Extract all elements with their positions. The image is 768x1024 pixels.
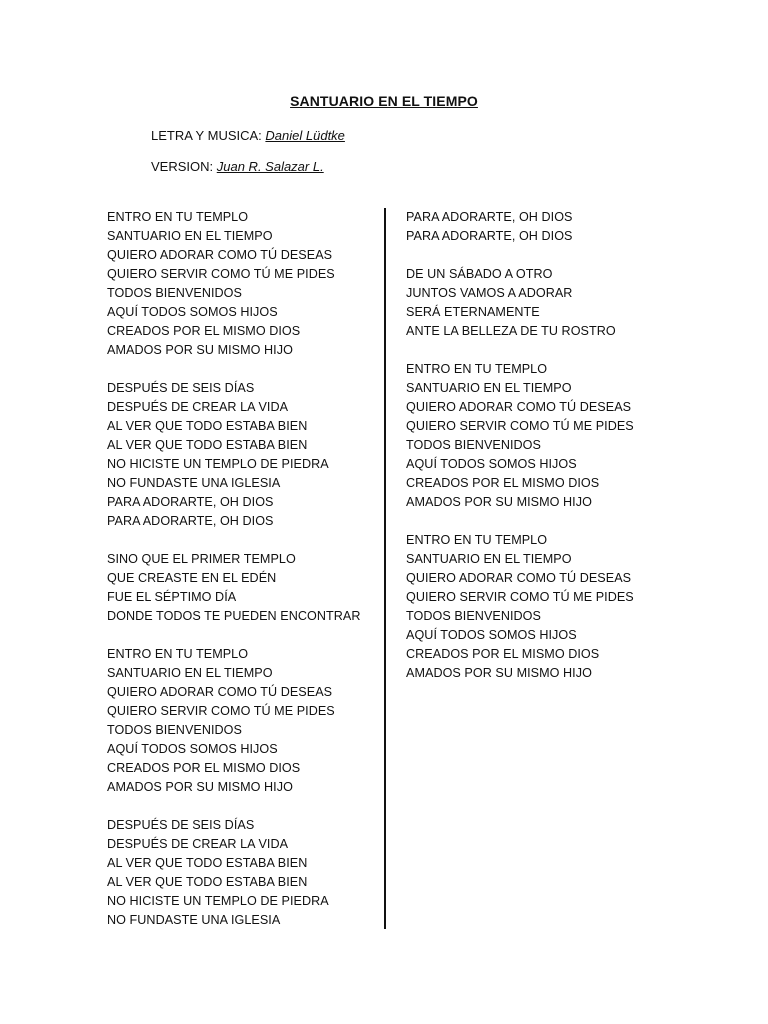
lyric-line: ENTRO EN TU TEMPLO <box>107 647 249 661</box>
stanza-spacer <box>406 512 706 531</box>
lyric-line: PARA ADORARTE, OH DIOS <box>107 495 274 509</box>
stanza-spacer <box>107 626 377 645</box>
lyric-line: QUIERO ADORAR COMO TÚ DESEAS <box>107 685 333 699</box>
lyric-line: QUIERO SERVIR COMO TÚ ME PIDES <box>107 704 335 718</box>
lyric-line: DESPUÉS DE SEIS DÍAS <box>107 818 255 832</box>
stanza <box>406 265 706 341</box>
stanza-spacer <box>107 531 377 550</box>
credits-version <box>151 158 324 176</box>
lyric-line: NO HICISTE UN TEMPLO DE PIEDRA <box>107 894 329 908</box>
lyric-line: NO FUNDASTE UNA IGLESIA <box>107 913 281 927</box>
stanza-spacer <box>107 360 377 379</box>
lyric-line: CREADOS POR EL MISMO DIOS <box>406 476 600 490</box>
lyric-line: TODOS BIENVENIDOS <box>107 286 242 300</box>
lyric-line: CREADOS POR EL MISMO DIOS <box>107 324 301 338</box>
lyrics-left-column <box>107 208 377 930</box>
lyric-line: AMADOS POR SU MISMO HIJO <box>406 666 592 680</box>
lyric-line: AL VER QUE TODO ESTABA BIEN <box>107 419 308 433</box>
stanza-spacer <box>406 341 706 360</box>
stanza <box>107 645 377 797</box>
lyric-line: QUIERO ADORAR COMO TÚ DESEAS <box>406 571 632 585</box>
lyric-line: DONDE TODOS TE PUEDEN ENCONTRAR <box>107 609 361 623</box>
lyric-line: CREADOS POR EL MISMO DIOS <box>107 761 301 775</box>
stanza-spacer <box>406 246 706 265</box>
lyric-line: QUIERO SERVIR COMO TÚ ME PIDES <box>406 419 634 433</box>
credits-version-label: VERSION: <box>151 159 214 174</box>
lyric-line: AL VER QUE TODO ESTABA BIEN <box>107 438 308 452</box>
lyric-line: SANTUARIO EN EL TIEMPO <box>406 552 572 566</box>
stanza <box>107 208 377 360</box>
lyric-line: AMADOS POR SU MISMO HIJO <box>406 495 592 509</box>
lyric-line: TODOS BIENVENIDOS <box>406 438 541 452</box>
credits-version-author: Juan R. Salazar L. <box>216 159 324 174</box>
lyric-line: NO FUNDASTE UNA IGLESIA <box>107 476 281 490</box>
lyric-line: QUIERO SERVIR COMO TÚ ME PIDES <box>107 267 335 281</box>
lyric-line: AQUÍ TODOS SOMOS HIJOS <box>406 628 577 642</box>
lyric-line: TODOS BIENVENIDOS <box>406 609 541 623</box>
lyric-line: AQUÍ TODOS SOMOS HIJOS <box>107 742 278 756</box>
lyric-line: DE UN SÁBADO A OTRO <box>406 267 553 281</box>
lyric-line: SINO QUE EL PRIMER TEMPLO <box>107 552 296 566</box>
stanza <box>406 360 706 512</box>
lyric-line: AQUÍ TODOS SOMOS HIJOS <box>107 305 278 319</box>
stanza <box>107 816 377 930</box>
lyric-line: ENTRO EN TU TEMPLO <box>107 210 249 224</box>
page-title: SANTUARIO EN EL TIEMPO <box>290 93 478 109</box>
lyric-line: SANTUARIO EN EL TIEMPO <box>107 229 273 243</box>
lyric-line: QUE CREASTE EN EL EDÉN <box>107 571 277 585</box>
stanza-spacer <box>107 797 377 816</box>
lyric-line: PARA ADORARTE, OH DIOS <box>406 229 573 243</box>
column-divider <box>384 208 386 929</box>
credits-lyrics-label: LETRA Y MUSICA: <box>151 128 262 143</box>
stanza <box>406 531 706 683</box>
lyric-line: ANTE LA BELLEZA DE TU ROSTRO <box>406 324 616 338</box>
credits-lyrics-music <box>151 127 345 145</box>
credits-lyrics-author: Daniel Lüdtke <box>265 128 345 143</box>
lyric-line: AL VER QUE TODO ESTABA BIEN <box>107 875 308 889</box>
stanza <box>107 550 377 626</box>
stanza <box>406 208 706 246</box>
lyrics-right-column <box>406 208 706 683</box>
lyric-line: DESPUÉS DE SEIS DÍAS <box>107 381 255 395</box>
lyric-line: ENTRO EN TU TEMPLO <box>406 533 548 547</box>
lyric-line: FUE EL SÉPTIMO DÍA <box>107 590 237 604</box>
lyric-line: AQUÍ TODOS SOMOS HIJOS <box>406 457 577 471</box>
lyric-line: SERÁ ETERNAMENTE <box>406 305 540 319</box>
lyric-line: NO HICISTE UN TEMPLO DE PIEDRA <box>107 457 329 471</box>
lyric-line: QUIERO ADORAR COMO TÚ DESEAS <box>107 248 333 262</box>
lyric-line: JUNTOS VAMOS A ADORAR <box>406 286 573 300</box>
lyric-line: QUIERO ADORAR COMO TÚ DESEAS <box>406 400 632 414</box>
lyric-line: QUIERO SERVIR COMO TÚ ME PIDES <box>406 590 634 604</box>
lyric-line: TODOS BIENVENIDOS <box>107 723 242 737</box>
lyric-line: PARA ADORARTE, OH DIOS <box>107 514 274 528</box>
lyric-line: AMADOS POR SU MISMO HIJO <box>107 343 293 357</box>
stanza <box>107 379 377 531</box>
lyric-line: AMADOS POR SU MISMO HIJO <box>107 780 293 794</box>
lyric-line: SANTUARIO EN EL TIEMPO <box>406 381 572 395</box>
lyric-line: CREADOS POR EL MISMO DIOS <box>406 647 600 661</box>
lyric-line: DESPUÉS DE CREAR LA VIDA <box>107 837 289 851</box>
lyric-line: ENTRO EN TU TEMPLO <box>406 362 548 376</box>
lyric-line: SANTUARIO EN EL TIEMPO <box>107 666 273 680</box>
lyric-line: DESPUÉS DE CREAR LA VIDA <box>107 400 289 414</box>
lyric-line: AL VER QUE TODO ESTABA BIEN <box>107 856 308 870</box>
lyric-line: PARA ADORARTE, OH DIOS <box>406 210 573 224</box>
